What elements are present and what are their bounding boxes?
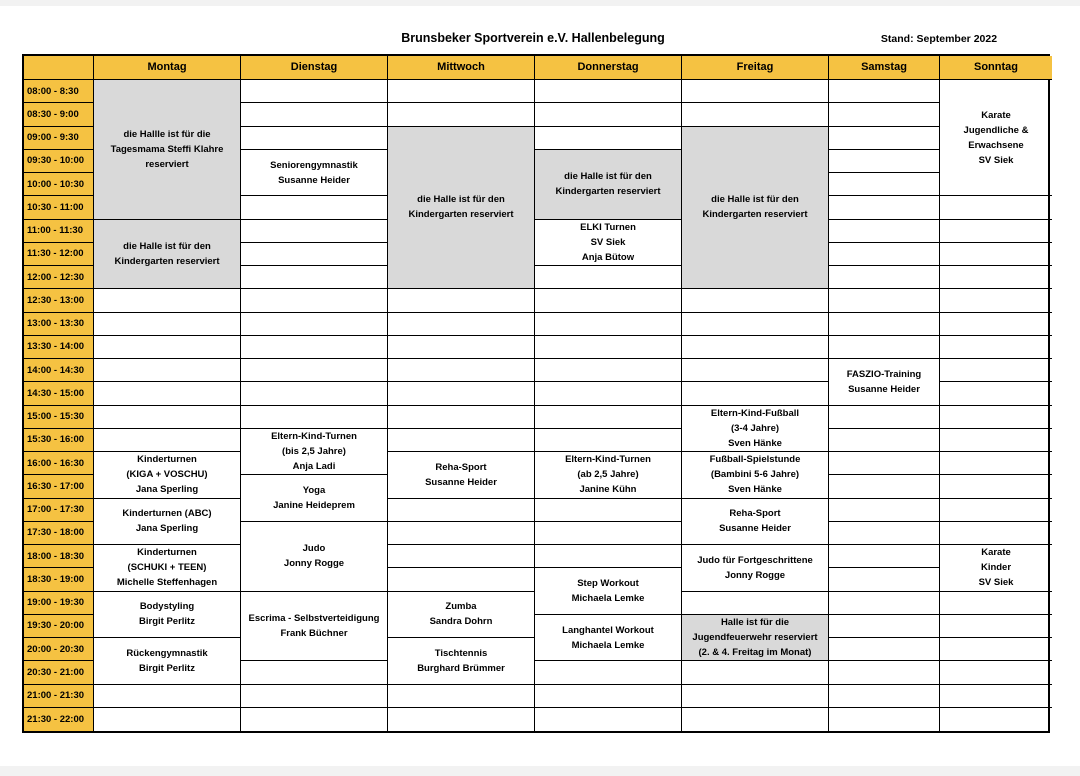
empty-cell	[829, 289, 940, 312]
empty-cell	[940, 499, 1052, 522]
empty-cell	[241, 127, 388, 150]
time-slot: 09:00 - 9:30	[24, 127, 94, 150]
event-cell	[388, 452, 535, 499]
event-text-line: (Bambini 5-6 Jahre)	[710, 469, 800, 481]
event-text-line: SV Siek	[590, 236, 626, 248]
empty-cell	[682, 313, 829, 336]
event-text-line: (SCHUKI + TEEN)	[127, 562, 207, 574]
time-slot: 12:00 - 12:30	[24, 266, 94, 289]
empty-cell	[682, 103, 829, 126]
empty-cell	[829, 545, 940, 568]
empty-cell	[940, 708, 1052, 731]
event-text-line: Kindergarten reserviert	[408, 209, 514, 221]
day-header: Montag	[94, 56, 241, 80]
time-slot: 13:30 - 14:00	[24, 336, 94, 359]
empty-cell	[241, 196, 388, 219]
reserved-block	[388, 127, 535, 290]
time-slot: 21:30 - 22:00	[24, 708, 94, 731]
day-header: Dienstag	[241, 56, 388, 80]
time-slot: 19:30 - 20:00	[24, 615, 94, 638]
empty-cell	[829, 150, 940, 173]
event-text-line: (KIGA + VOSCHU)	[126, 469, 208, 481]
empty-cell	[535, 80, 682, 103]
event-cell	[682, 499, 829, 546]
event-text-line: Sandra Dohrn	[429, 616, 493, 628]
empty-cell	[829, 313, 940, 336]
event-text-line: Michaela Lemke	[571, 639, 645, 651]
reserved-block	[94, 80, 241, 220]
time-slot: 20:30 - 21:00	[24, 661, 94, 684]
empty-cell	[682, 289, 829, 312]
empty-cell	[535, 336, 682, 359]
empty-cell	[829, 429, 940, 452]
reserved-block	[682, 615, 829, 662]
empty-cell	[94, 313, 241, 336]
empty-cell	[94, 685, 241, 708]
event-text-line: Michaela Lemke	[571, 593, 645, 604]
time-slot: 21:00 - 21:30	[24, 685, 94, 708]
event-text-line: Frank Büchner	[280, 627, 348, 639]
empty-cell	[388, 382, 535, 405]
event-cell	[241, 592, 388, 662]
time-slot: 12:30 - 13:00	[24, 289, 94, 312]
event-text-line: Tischtennis	[434, 647, 488, 659]
empty-cell	[388, 708, 535, 731]
reserved-block	[682, 127, 829, 290]
event-text-line: Kindergarten reserviert	[114, 255, 220, 267]
empty-cell	[682, 336, 829, 359]
empty-cell	[241, 243, 388, 266]
event-text-line: die Hallle ist für die	[123, 128, 211, 140]
event-cell	[241, 475, 388, 522]
event-text-line: Eltern-Kind-Turnen	[565, 454, 651, 466]
time-slot: 11:30 - 12:00	[24, 243, 94, 266]
empty-cell	[940, 220, 1052, 243]
event-cell	[535, 568, 682, 615]
empty-cell	[940, 592, 1052, 615]
empty-cell	[388, 359, 535, 382]
empty-cell	[241, 103, 388, 126]
event-text-line: Kinderturnen	[137, 547, 197, 559]
empty-cell	[535, 382, 682, 405]
empty-cell	[241, 685, 388, 708]
empty-cell	[940, 615, 1052, 638]
empty-cell	[388, 103, 535, 126]
reserved-block	[94, 220, 241, 290]
event-text-line: Seniorengymnastik	[270, 159, 358, 171]
event-text-line: Sven Hänke	[728, 437, 782, 449]
header-corner	[24, 56, 94, 80]
event-text-line: Yoga	[302, 485, 326, 496]
event-text-line: Reha-Sport	[435, 461, 487, 473]
event-text-line: Eltern-Kind-Turnen	[271, 431, 357, 442]
empty-cell	[940, 452, 1052, 475]
event-text-line: die Halle ist für den	[123, 240, 211, 252]
empty-cell	[829, 452, 940, 475]
empty-cell	[94, 289, 241, 312]
empty-cell	[940, 406, 1052, 429]
empty-cell	[940, 289, 1052, 312]
event-text-line: Karate	[981, 109, 1011, 121]
time-slot: 19:00 - 19:30	[24, 592, 94, 615]
event-text-line: Eltern-Kind-Fußball	[710, 407, 800, 419]
empty-cell	[535, 313, 682, 336]
event-text-line: Jonny Rogge	[724, 569, 786, 581]
day-header: Samstag	[829, 56, 940, 80]
empty-cell	[829, 661, 940, 684]
event-text-line: Kindergarten reserviert	[555, 186, 661, 198]
event-cell	[535, 452, 682, 499]
event-cell	[940, 80, 1052, 196]
empty-cell	[829, 127, 940, 150]
empty-cell	[940, 313, 1052, 336]
empty-cell	[940, 638, 1052, 661]
day-header: Mittwoch	[388, 56, 535, 80]
event-cell	[535, 615, 682, 662]
event-text-line: Fußball-Spielstunde	[709, 454, 801, 466]
empty-cell	[535, 406, 682, 429]
time-slot: 15:00 - 15:30	[24, 406, 94, 429]
empty-cell	[682, 708, 829, 731]
time-slot: 14:30 - 15:00	[24, 382, 94, 405]
empty-cell	[241, 382, 388, 405]
event-text-line: SV Siek	[978, 577, 1014, 589]
empty-cell	[535, 708, 682, 731]
event-cell	[829, 359, 940, 406]
empty-cell	[241, 289, 388, 312]
time-slot: 17:30 - 18:00	[24, 522, 94, 545]
time-slot: 16:00 - 16:30	[24, 452, 94, 475]
schedule-table	[22, 54, 1050, 733]
event-text-line: Kinderturnen	[137, 454, 197, 466]
empty-cell	[241, 708, 388, 731]
time-slot: 09:30 - 10:00	[24, 150, 94, 173]
event-text-line: Susanne Heider	[278, 174, 350, 186]
event-text-line: Erwachsene	[968, 139, 1024, 151]
empty-cell	[535, 499, 682, 522]
empty-cell	[535, 522, 682, 545]
schedule-sheet	[0, 6, 1080, 766]
empty-cell	[241, 266, 388, 289]
empty-cell	[388, 568, 535, 591]
event-text-line: Zumba	[445, 601, 477, 613]
empty-cell	[94, 336, 241, 359]
empty-cell	[535, 289, 682, 312]
empty-cell	[388, 685, 535, 708]
event-cell	[94, 499, 241, 546]
time-slot: 17:00 - 17:30	[24, 499, 94, 522]
empty-cell	[388, 289, 535, 312]
empty-cell	[940, 266, 1052, 289]
event-cell	[388, 638, 535, 685]
event-text-line: Susanne Heider	[425, 476, 497, 488]
event-text-line: Rückengymnastik	[126, 647, 208, 659]
empty-cell	[940, 359, 1052, 382]
empty-cell	[682, 382, 829, 405]
empty-cell	[940, 429, 1052, 452]
event-cell	[682, 545, 829, 592]
empty-cell	[829, 196, 940, 219]
empty-cell	[829, 336, 940, 359]
empty-cell	[829, 406, 940, 429]
event-text-line: Sven Hänke	[728, 484, 782, 496]
empty-cell	[241, 406, 388, 429]
time-slot: 10:30 - 11:00	[24, 196, 94, 219]
event-text-line: Jana Sperling	[135, 523, 199, 535]
event-cell	[535, 220, 682, 267]
event-cell	[241, 150, 388, 197]
event-text-line: Halle ist für die	[720, 617, 790, 628]
time-slot: 08:30 - 9:00	[24, 103, 94, 126]
event-text-line: Jugendfeuerwehr reserviert	[692, 632, 818, 643]
empty-cell	[940, 661, 1052, 684]
event-text-line: reserviert	[145, 158, 189, 170]
empty-cell	[682, 661, 829, 684]
event-cell	[94, 452, 241, 499]
empty-cell	[388, 429, 535, 452]
empty-cell	[940, 382, 1052, 405]
event-text-line: Judo	[302, 543, 326, 555]
empty-cell	[682, 685, 829, 708]
empty-cell	[535, 266, 682, 289]
empty-cell	[829, 266, 940, 289]
event-cell	[682, 452, 829, 499]
empty-cell	[535, 545, 682, 568]
empty-cell	[241, 336, 388, 359]
empty-cell	[829, 173, 940, 196]
empty-cell	[535, 429, 682, 452]
empty-cell	[94, 382, 241, 405]
empty-cell	[940, 475, 1052, 498]
empty-cell	[682, 80, 829, 103]
empty-cell	[388, 499, 535, 522]
day-header: Freitag	[682, 56, 829, 80]
empty-cell	[940, 685, 1052, 708]
event-cell	[940, 545, 1052, 592]
time-slot: 11:00 - 11:30	[24, 220, 94, 243]
event-text-line: Bodystyling	[139, 601, 195, 613]
event-text-line: Anja Bütow	[581, 251, 635, 263]
event-text-line: Judo für Fortgeschrittene	[697, 554, 813, 566]
empty-cell	[535, 359, 682, 382]
empty-cell	[829, 615, 940, 638]
empty-cell	[829, 522, 940, 545]
event-text-line: Burghard Brümmer	[417, 662, 505, 674]
event-text-line: Langhantel Workout	[562, 624, 654, 636]
event-text-line: Birgit Perlitz	[139, 616, 195, 628]
day-header: Donnerstag	[535, 56, 682, 80]
time-slot: 10:00 - 10:30	[24, 173, 94, 196]
empty-cell	[388, 406, 535, 429]
time-slot: 18:00 - 18:30	[24, 545, 94, 568]
empty-cell	[94, 708, 241, 731]
event-text-line: (2. & 4. Freitag im Monat)	[698, 647, 812, 658]
event-text-line: Jugendliche &	[963, 124, 1029, 136]
event-text-line: Jonny Rogge	[283, 558, 345, 570]
event-text-line: Kindergarten reserviert	[702, 209, 808, 221]
event-text-line: Karate	[981, 547, 1011, 559]
empty-cell	[94, 359, 241, 382]
time-slot: 14:00 - 14:30	[24, 359, 94, 382]
empty-cell	[388, 545, 535, 568]
empty-cell	[682, 592, 829, 615]
empty-cell	[388, 313, 535, 336]
event-cell	[388, 592, 535, 639]
empty-cell	[829, 103, 940, 126]
document-date: Stand: September 2022	[880, 33, 998, 45]
event-text-line: Susanne Heider	[848, 383, 920, 395]
empty-cell	[829, 685, 940, 708]
empty-cell	[682, 359, 829, 382]
event-cell	[94, 638, 241, 685]
event-text-line: SV Siek	[978, 154, 1014, 166]
time-slot: 13:00 - 13:30	[24, 313, 94, 336]
event-cell	[241, 522, 388, 592]
event-text-line: Anja Ladi	[292, 461, 336, 472]
event-cell	[94, 592, 241, 639]
event-cell	[241, 429, 388, 476]
event-text-line: Reha-Sport	[729, 508, 781, 520]
empty-cell	[829, 475, 940, 498]
empty-cell	[940, 522, 1052, 545]
empty-cell	[829, 708, 940, 731]
event-text-line: Kinderturnen (ABC)	[122, 508, 212, 520]
time-slot: 15:30 - 16:00	[24, 429, 94, 452]
empty-cell	[829, 80, 940, 103]
event-text-line: (bis 2,5 Jahre)	[282, 446, 346, 457]
empty-cell	[241, 359, 388, 382]
document-title: Brunsbeker Sportverein e.V. Hallenbelegung	[401, 31, 665, 45]
empty-cell	[535, 661, 682, 684]
event-text-line: Susanne Heider	[719, 523, 791, 535]
empty-cell	[94, 406, 241, 429]
event-text-line: FASZIO-Training	[846, 368, 922, 380]
empty-cell	[829, 568, 940, 591]
event-text-line: Kinder	[980, 562, 1012, 574]
empty-cell	[940, 243, 1052, 266]
event-text-line: die Halle ist für den	[711, 194, 799, 206]
empty-cell	[241, 220, 388, 243]
reserved-block	[535, 150, 682, 220]
empty-cell	[94, 429, 241, 452]
event-cell	[94, 545, 241, 592]
day-header: Sonntag	[940, 56, 1052, 80]
empty-cell	[829, 592, 940, 615]
event-text-line: Escrima - Selbstverteidigung	[248, 612, 380, 624]
event-text-line: die Halle ist für den	[564, 171, 652, 183]
empty-cell	[829, 220, 940, 243]
time-slot: 20:00 - 20:30	[24, 638, 94, 661]
time-slot: 18:30 - 19:00	[24, 568, 94, 591]
empty-cell	[940, 196, 1052, 219]
event-text-line: Janine Kühn	[579, 484, 637, 496]
empty-cell	[388, 522, 535, 545]
empty-cell	[241, 661, 388, 684]
event-text-line: (ab 2,5 Jahre)	[577, 469, 639, 481]
event-text-line: (3-4 Jahre)	[730, 422, 780, 434]
empty-cell	[829, 638, 940, 661]
time-slot: 16:30 - 17:00	[24, 475, 94, 498]
event-text-line: Jana Sperling	[135, 484, 199, 496]
time-slot: 08:00 - 8:30	[24, 80, 94, 103]
event-cell	[682, 406, 829, 453]
event-text-line: Michelle Steffenhagen	[116, 577, 218, 589]
event-text-line: die Halle ist für den	[417, 194, 505, 206]
empty-cell	[535, 127, 682, 150]
empty-cell	[829, 499, 940, 522]
empty-cell	[388, 336, 535, 359]
empty-cell	[241, 80, 388, 103]
event-text-line: Birgit Perlitz	[139, 662, 195, 674]
empty-cell	[535, 103, 682, 126]
event-text-line: ELKI Turnen	[580, 221, 636, 233]
empty-cell	[388, 80, 535, 103]
empty-cell	[829, 243, 940, 266]
event-text-line: Tagesmama Steffi Klahre	[110, 143, 224, 155]
empty-cell	[241, 313, 388, 336]
event-text-line: Janine Heideprem	[273, 500, 355, 511]
event-text-line: Step Workout	[577, 578, 639, 589]
empty-cell	[535, 685, 682, 708]
empty-cell	[940, 336, 1052, 359]
